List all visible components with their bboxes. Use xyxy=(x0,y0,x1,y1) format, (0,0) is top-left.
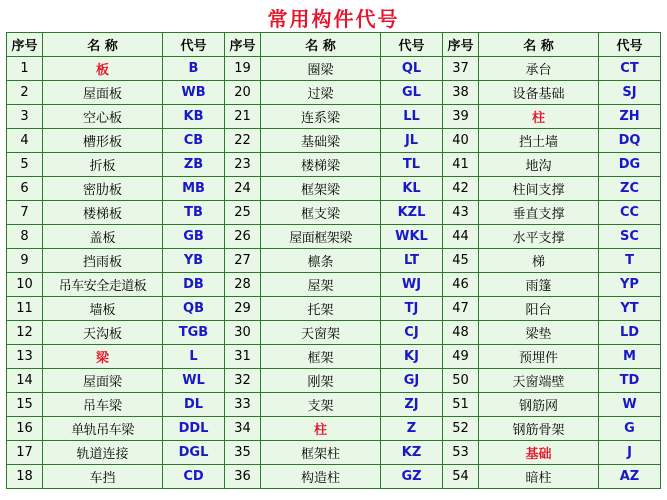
table-cell-name: 单轨吊车梁 xyxy=(43,417,163,441)
table-cell-num: 13 xyxy=(7,345,43,369)
table-cell-num: 35 xyxy=(225,441,261,465)
table-cell-code: QB xyxy=(163,297,225,321)
table-cell-code: B xyxy=(163,57,225,81)
table-cell-code: DGL xyxy=(163,441,225,465)
table-cell-name: 柱 xyxy=(479,105,599,129)
table-cell-name: 屋面梁 xyxy=(43,369,163,393)
table-column-header: 序号 xyxy=(225,33,261,57)
table-cell-num: 2 xyxy=(7,81,43,105)
table-row xyxy=(7,273,661,297)
table-cell-num: 52 xyxy=(443,417,479,441)
table-row xyxy=(7,321,661,345)
table-cell-code: YB xyxy=(163,249,225,273)
table-cell-name: 基础梁 xyxy=(261,129,381,153)
table-row xyxy=(7,153,661,177)
table-cell-name: 框架 xyxy=(261,345,381,369)
table-column-header: 名 称 xyxy=(261,33,381,57)
table-column-header: 代号 xyxy=(163,33,225,57)
table-cell-code: DL xyxy=(163,393,225,417)
table-row xyxy=(7,393,661,417)
table-cell-code: LD xyxy=(599,321,661,345)
table-cell-code: GB xyxy=(163,225,225,249)
table-cell-name: 连系梁 xyxy=(261,105,381,129)
table-cell-name: 框支梁 xyxy=(261,201,381,225)
table-cell-num: 41 xyxy=(443,153,479,177)
component-code-table xyxy=(6,32,661,489)
table-cell-num: 8 xyxy=(7,225,43,249)
table-cell-num: 25 xyxy=(225,201,261,225)
table-cell-name: 框架梁 xyxy=(261,177,381,201)
table-cell-name: 天沟板 xyxy=(43,321,163,345)
table-cell-num: 17 xyxy=(7,441,43,465)
table-cell-code: WB xyxy=(163,81,225,105)
table-cell-code: WJ xyxy=(381,273,443,297)
table-row xyxy=(7,201,661,225)
table-cell-code: KJ xyxy=(381,345,443,369)
table-cell-code: WKL xyxy=(381,225,443,249)
table-cell-name: 墙板 xyxy=(43,297,163,321)
table-cell-code: ZC xyxy=(599,177,661,201)
table-cell-name: 槽形板 xyxy=(43,129,163,153)
table-cell-num: 43 xyxy=(443,201,479,225)
table-cell-code: CB xyxy=(163,129,225,153)
table-column-header: 序号 xyxy=(443,33,479,57)
table-cell-code: GJ xyxy=(381,369,443,393)
table-cell-num: 5 xyxy=(7,153,43,177)
table-cell-name: 刚架 xyxy=(261,369,381,393)
table-column-header: 名 称 xyxy=(479,33,599,57)
table-cell-code: SC xyxy=(599,225,661,249)
table-cell-name: 构造柱 xyxy=(261,465,381,489)
table-cell-num: 4 xyxy=(7,129,43,153)
table-cell-num: 48 xyxy=(443,321,479,345)
table-cell-num: 24 xyxy=(225,177,261,201)
table-cell-num: 12 xyxy=(7,321,43,345)
table-cell-name: 垂直支撑 xyxy=(479,201,599,225)
table-header-row xyxy=(7,33,661,57)
table-cell-num: 46 xyxy=(443,273,479,297)
table-cell-num: 29 xyxy=(225,297,261,321)
table-cell-num: 21 xyxy=(225,105,261,129)
table-cell-name: 承台 xyxy=(479,57,599,81)
table-cell-num: 23 xyxy=(225,153,261,177)
table-column-header: 名 称 xyxy=(43,33,163,57)
table-row xyxy=(7,177,661,201)
table-cell-num: 36 xyxy=(225,465,261,489)
page-title: 常用构件代号 xyxy=(267,7,400,31)
table-cell-code: CT xyxy=(599,57,661,81)
table-cell-name: 密肋板 xyxy=(43,177,163,201)
table-cell-num: 26 xyxy=(225,225,261,249)
table-cell-name: 挡土墙 xyxy=(479,129,599,153)
table-row xyxy=(7,249,661,273)
table-column-header: 序号 xyxy=(7,33,43,57)
table-cell-name: 屋面框架梁 xyxy=(261,225,381,249)
table-cell-name: 檩条 xyxy=(261,249,381,273)
table-cell-code: CD xyxy=(163,465,225,489)
table-cell-code: CC xyxy=(599,201,661,225)
table-cell-code: W xyxy=(599,393,661,417)
table-row xyxy=(7,225,661,249)
table-cell-name: 雨篷 xyxy=(479,273,599,297)
table-cell-num: 30 xyxy=(225,321,261,345)
table-cell-name: 板 xyxy=(43,57,163,81)
table-cell-name: 轨道连接 xyxy=(43,441,163,465)
table-cell-num: 19 xyxy=(225,57,261,81)
table-cell-code: TJ xyxy=(381,297,443,321)
table-cell-name: 车挡 xyxy=(43,465,163,489)
table-cell-code: SJ xyxy=(599,81,661,105)
table-row xyxy=(7,57,661,81)
table-cell-name: 挡雨板 xyxy=(43,249,163,273)
table-cell-code: J xyxy=(599,441,661,465)
table-cell-num: 31 xyxy=(225,345,261,369)
table-cell-name: 托架 xyxy=(261,297,381,321)
table-cell-num: 6 xyxy=(7,177,43,201)
table-cell-code: CJ xyxy=(381,321,443,345)
table-cell-num: 16 xyxy=(7,417,43,441)
table-cell-code: DB xyxy=(163,273,225,297)
table-cell-num: 42 xyxy=(443,177,479,201)
table-cell-name: 支架 xyxy=(261,393,381,417)
table-cell-name: 设备基础 xyxy=(479,81,599,105)
table-header xyxy=(7,33,661,57)
table-cell-num: 10 xyxy=(7,273,43,297)
table-cell-name: 水平支撑 xyxy=(479,225,599,249)
table-cell-num: 38 xyxy=(443,81,479,105)
table-cell-num: 18 xyxy=(7,465,43,489)
table-cell-num: 33 xyxy=(225,393,261,417)
table-cell-name: 阳台 xyxy=(479,297,599,321)
table-cell-code: KB xyxy=(163,105,225,129)
table-cell-num: 40 xyxy=(443,129,479,153)
table-cell-code: TD xyxy=(599,369,661,393)
table-cell-code: KL xyxy=(381,177,443,201)
table-cell-code: QL xyxy=(381,57,443,81)
table-cell-num: 14 xyxy=(7,369,43,393)
table-cell-code: ZB xyxy=(163,153,225,177)
table-cell-name: 基础 xyxy=(479,441,599,465)
table-cell-name: 盖板 xyxy=(43,225,163,249)
table-cell-name: 过梁 xyxy=(261,81,381,105)
table-cell-code: TL xyxy=(381,153,443,177)
table-cell-name: 预埋件 xyxy=(479,345,599,369)
table-cell-num: 54 xyxy=(443,465,479,489)
table-cell-name: 柱 xyxy=(261,417,381,441)
table-cell-num: 45 xyxy=(443,249,479,273)
table-cell-code: MB xyxy=(163,177,225,201)
table-cell-num: 39 xyxy=(443,105,479,129)
table-cell-num: 15 xyxy=(7,393,43,417)
table-row xyxy=(7,105,661,129)
table-cell-num: 32 xyxy=(225,369,261,393)
table-cell-code: TB xyxy=(163,201,225,225)
table-cell-code: WL xyxy=(163,369,225,393)
table-cell-num: 22 xyxy=(225,129,261,153)
table-row xyxy=(7,129,661,153)
table-cell-code: YT xyxy=(599,297,661,321)
table-cell-num: 49 xyxy=(443,345,479,369)
table-row xyxy=(7,465,661,489)
table-row xyxy=(7,417,661,441)
table-cell-code: LL xyxy=(381,105,443,129)
table-cell-code: GZ xyxy=(381,465,443,489)
table-cell-code: DQ xyxy=(599,129,661,153)
table-cell-code: AZ xyxy=(599,465,661,489)
table-cell-name: 暗柱 xyxy=(479,465,599,489)
table-cell-name: 天窗端壁 xyxy=(479,369,599,393)
table-cell-name: 圈梁 xyxy=(261,57,381,81)
table-cell-num: 47 xyxy=(443,297,479,321)
table-cell-code: M xyxy=(599,345,661,369)
table-cell-num: 27 xyxy=(225,249,261,273)
table-cell-code: ZJ xyxy=(381,393,443,417)
table-column-header: 代号 xyxy=(381,33,443,57)
table-cell-num: 34 xyxy=(225,417,261,441)
table-cell-code: ZH xyxy=(599,105,661,129)
table-cell-name: 楼梯板 xyxy=(43,201,163,225)
table-cell-name: 柱间支撑 xyxy=(479,177,599,201)
table-row xyxy=(7,441,661,465)
table-cell-code: LT xyxy=(381,249,443,273)
table-cell-code: YP xyxy=(599,273,661,297)
table-cell-code: GL xyxy=(381,81,443,105)
table-cell-name: 吊车安全走道板 xyxy=(43,273,163,297)
table-cell-name: 楼梯梁 xyxy=(261,153,381,177)
table-row xyxy=(7,81,661,105)
table-cell-name: 折板 xyxy=(43,153,163,177)
table-cell-num: 37 xyxy=(443,57,479,81)
table-cell-name: 钢筋网 xyxy=(479,393,599,417)
table-cell-num: 51 xyxy=(443,393,479,417)
table-cell-num: 50 xyxy=(443,369,479,393)
table-cell-num: 9 xyxy=(7,249,43,273)
table-cell-num: 44 xyxy=(443,225,479,249)
table-cell-name: 吊车梁 xyxy=(43,393,163,417)
table-body xyxy=(7,57,661,489)
table-cell-num: 28 xyxy=(225,273,261,297)
table-cell-name: 框架柱 xyxy=(261,441,381,465)
table-row xyxy=(7,345,661,369)
table-cell-name: 钢筋骨架 xyxy=(479,417,599,441)
table-cell-code: TGB xyxy=(163,321,225,345)
table-cell-name: 空心板 xyxy=(43,105,163,129)
table-cell-code: KZ xyxy=(381,441,443,465)
table-cell-code: DDL xyxy=(163,417,225,441)
table-cell-code: T xyxy=(599,249,661,273)
table-cell-num: 3 xyxy=(7,105,43,129)
table-cell-num: 1 xyxy=(7,57,43,81)
table-cell-code: Z xyxy=(381,417,443,441)
table-cell-code: G xyxy=(599,417,661,441)
table-cell-code: DG xyxy=(599,153,661,177)
table-cell-num: 7 xyxy=(7,201,43,225)
table-column-header: 代号 xyxy=(599,33,661,57)
table-cell-num: 11 xyxy=(7,297,43,321)
table-cell-name: 梁垫 xyxy=(479,321,599,345)
table-cell-name: 屋架 xyxy=(261,273,381,297)
table-row xyxy=(7,297,661,321)
table-cell-code: L xyxy=(163,345,225,369)
table-cell-name: 地沟 xyxy=(479,153,599,177)
table-cell-num: 53 xyxy=(443,441,479,465)
table-cell-code: JL xyxy=(381,129,443,153)
table-row xyxy=(7,369,661,393)
table-cell-code: KZL xyxy=(381,201,443,225)
table-cell-name: 屋面板 xyxy=(43,81,163,105)
table-cell-name: 梁 xyxy=(43,345,163,369)
table-cell-name: 天窗架 xyxy=(261,321,381,345)
table-cell-num: 20 xyxy=(225,81,261,105)
table-cell-name: 梯 xyxy=(479,249,599,273)
